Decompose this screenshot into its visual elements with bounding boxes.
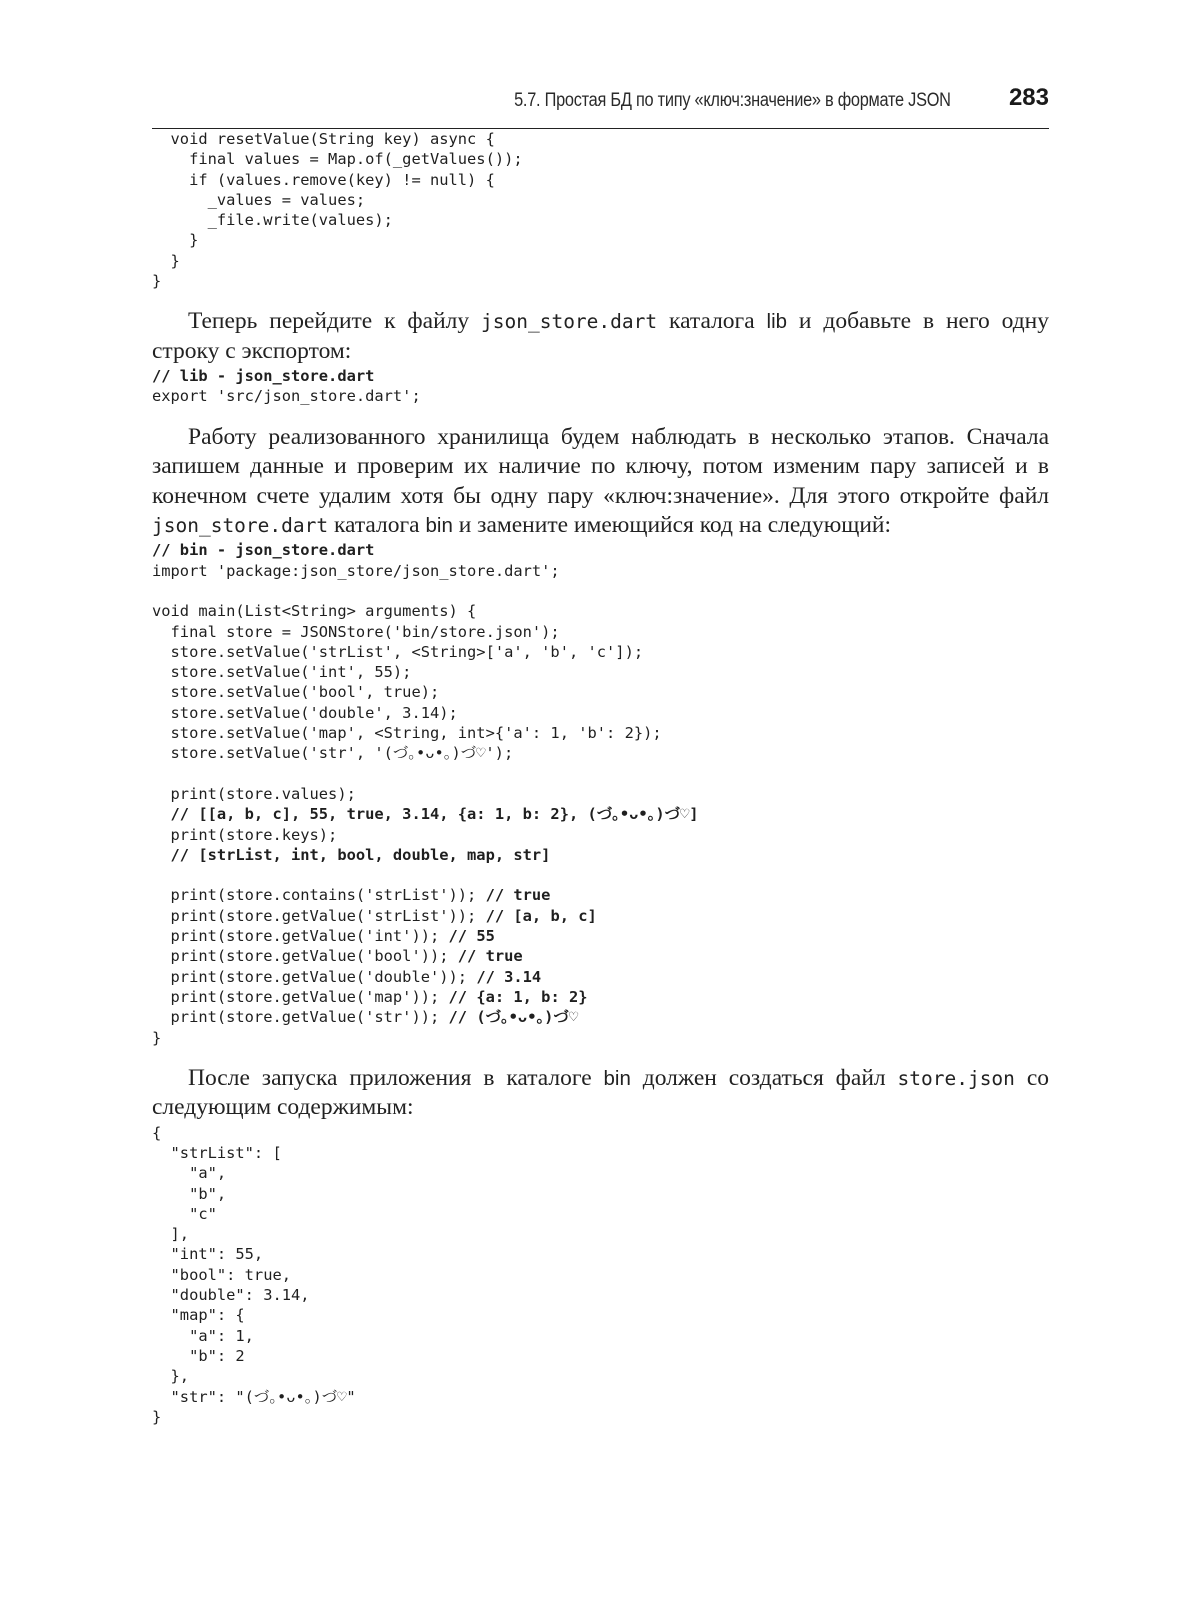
code-comment: // bin - json_store.dart <box>152 541 375 560</box>
paragraph-export: Теперь перейдите к файлу json_store.dart каталога lib и добавьте в него одну строку с экспортом: <box>152 308 1049 364</box>
code-block-json-output: { "strList": [ "a", "b", "c" ], "int": 55, "bool": true, "double": 3.14, "map": { "a": 1, "b": 2 }, "str": "(づ｡•ᴗ•｡)づ♡" } <box>152 1123 356 1426</box>
paragraph-test-intro: Работу реализованного хранилища будем наблюдать в несколько этапов. Сначала запишем данные и проверим их наличие по ключу, потом изменим пару записей и в конечном счете удалим хотя бы одну пару «ключ:значение». Для этого откройте файл json_store.dart каталога bin и замените имеющийся код на следующий: <box>152 423 1049 538</box>
inline-folder-name: lib <box>766 310 788 334</box>
book-page <box>152 82 1049 1427</box>
code-block-main <box>152 540 1049 1047</box>
code-comment: // [[a, b, c], 55, true, 3.14, {a: 1, b: 2}, (づ｡•ᴗ•｡)づ♡] <box>152 805 699 824</box>
inline-folder-name: bin <box>603 1066 631 1090</box>
check-line: print(store.getValue('bool')); // true <box>152 947 523 966</box>
inline-folder-name: bin <box>425 514 453 537</box>
code-block-lib-export <box>152 366 1049 407</box>
code-main-setup: void main(List<String> arguments) { final store = JSONStore('bin/store.json'); store.setValue('strList', <String>['a', 'b', 'c']); store.setValue('int', 55); store.setValue('bool', true); store.setValue('double', 3.14); store.setValue('map', <String, int>{'a': 1, 'b': 2}); store.setValue('str', '(づ｡•ᴗ•｡)づ♡'); <box>152 602 662 763</box>
code-line: print(store.values); <box>152 784 356 803</box>
check-line: print(store.getValue('int')); // 55 <box>152 927 495 946</box>
check-line: print(store.getValue('map')); // {a: 1, b: 2} <box>152 987 588 1006</box>
section-title: 5.7. Простая БД по типу «ключ:значение» в формате JSON <box>514 90 951 111</box>
paragraph-store-file: После запуска приложения в каталоге bin должен создаться файл store.json со следующим содержимым: <box>152 1064 1049 1121</box>
code-comment: // lib - json_store.dart <box>152 367 375 386</box>
code-line: print(store.keys); <box>152 825 338 844</box>
check-line: print(store.getValue('str')); // (づ｡•ᴗ•｡)づ♡ <box>152 1008 579 1027</box>
check-line: print(store.getValue('strList')); // [a, b, c] <box>152 906 597 925</box>
running-header <box>152 82 1049 129</box>
check-line: print(store.getValue('double')); // 3.14 <box>152 967 542 986</box>
code-block-reset-value: void resetValue(String key) async { final values = Map.of(_getValues()); if (values.remove(key) != null) { _values = values; _file.write(values); } } } <box>152 130 523 291</box>
code-line: } <box>152 1028 162 1047</box>
check-line: print(store.contains('strList')); // true <box>152 886 551 905</box>
code-line: export 'src/json_store.dart'; <box>152 387 421 406</box>
inline-code-filename: json_store.dart <box>152 514 329 537</box>
inline-code-filename: json_store.dart <box>481 310 658 334</box>
code-comment: // [strList, int, bool, double, map, str] <box>152 845 551 864</box>
page-number: 283 <box>1008 84 1049 111</box>
inline-code-filename: store.json <box>897 1066 1015 1090</box>
code-line: import 'package:json_store/json_store.dart'; <box>152 561 560 580</box>
